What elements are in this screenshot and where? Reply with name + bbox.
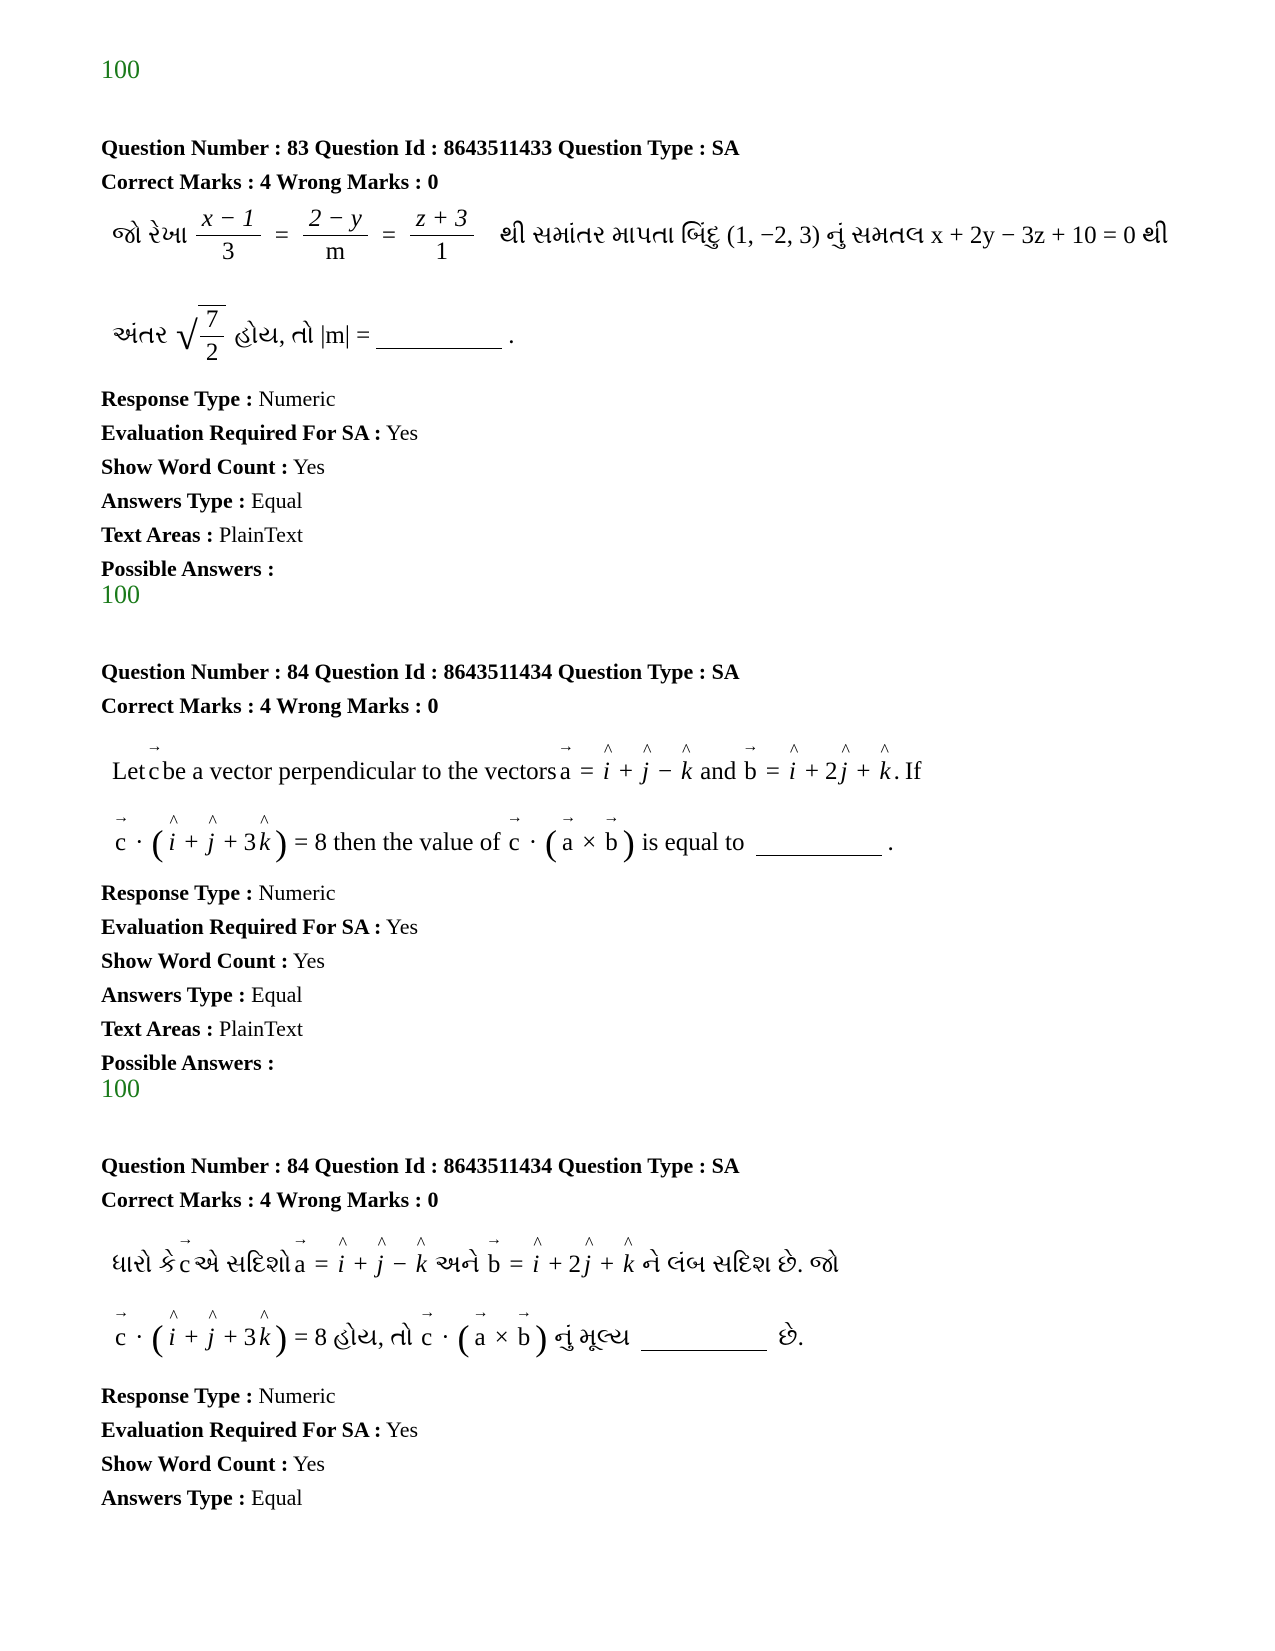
text-segment: . xyxy=(508,322,515,349)
question-header: Question Number : 83 Question Id : 8643511433 Question Type : SA xyxy=(101,135,740,160)
dot-operator: · xyxy=(441,1324,450,1351)
vector-b: → b xyxy=(744,758,757,786)
field-label: Evaluation Required For SA : xyxy=(101,420,382,445)
field-label: Show Word Count : xyxy=(101,454,289,479)
field-value: Yes xyxy=(386,1417,419,1442)
field-value: Yes xyxy=(386,420,419,445)
field-possible-answers xyxy=(101,1046,1201,1080)
text-segment: થી સમાંતર માપતા બિંદુ (1, −2, 3) નું સમતલ x + 2y − 3z + 10 = 0 થી xyxy=(499,221,1169,249)
field-response-type xyxy=(101,876,1201,910)
minus-sign: − xyxy=(392,1251,407,1278)
question-text-line-1 xyxy=(112,1251,844,1279)
dot-operator: · xyxy=(528,829,538,856)
plus-sign: + xyxy=(353,1251,368,1278)
plus-sign: + xyxy=(223,1324,238,1351)
field-response-type xyxy=(101,1379,1201,1413)
vector-c: → c xyxy=(115,1324,126,1352)
right-paren: ) xyxy=(535,1318,548,1358)
plus-sign: + xyxy=(184,829,199,856)
field-value: Numeric xyxy=(258,1383,336,1408)
vector-c: → c xyxy=(179,1251,190,1279)
question-83-fields xyxy=(101,382,1201,586)
text-segment: = 8 then the value of xyxy=(294,829,501,856)
vector-c: → c xyxy=(509,829,520,857)
text-segment: . xyxy=(887,829,894,856)
question-84-gu-text xyxy=(112,1235,1202,1385)
equals-sign: = xyxy=(274,221,289,249)
field-label: Answers Type : xyxy=(101,488,246,513)
field-label: Evaluation Required For SA : xyxy=(101,914,382,939)
coefficient: 3 xyxy=(243,829,257,856)
field-value: Yes xyxy=(292,948,325,973)
field-answers-type xyxy=(101,484,1201,518)
field-label: Show Word Count : xyxy=(101,1451,289,1476)
vector-b: → b xyxy=(605,829,618,857)
answer-blank xyxy=(376,324,502,349)
question-text-line-2 xyxy=(112,305,514,367)
question-83-header-block xyxy=(101,131,1201,199)
unit-vector-k: ^ k xyxy=(416,1251,427,1279)
unit-vector-j: ^ j xyxy=(208,829,215,857)
fraction-denominator: 2 xyxy=(205,339,219,366)
field-evaluation-required xyxy=(101,416,1201,450)
field-response-type xyxy=(101,382,1201,416)
question-84-text xyxy=(112,740,1202,890)
answer-blank xyxy=(641,1326,767,1351)
question-text-line-1: Let → c be a vector perpendicular to the vectors → a = ^ i + ^ j − ^ k and → b = ^ i + 2 ^ j + ^ k . If xyxy=(112,758,927,786)
plus-sign: + xyxy=(184,1324,199,1351)
fraction-denominator: 3 xyxy=(222,238,235,265)
field-show-word-count xyxy=(101,944,1201,978)
field-label: Evaluation Required For SA : xyxy=(101,1417,382,1442)
text-segment: Let xyxy=(112,758,146,785)
question-text-line-1 xyxy=(112,205,1168,266)
question-84-gu-fields xyxy=(101,1379,1201,1515)
field-label: Text Areas : xyxy=(101,522,214,547)
vector-c: → c xyxy=(148,758,159,786)
left-paren: ( xyxy=(457,1318,470,1358)
fraction-numerator: 2 − y xyxy=(303,205,368,236)
text-segment: ધારો કે xyxy=(112,1251,177,1278)
field-answers-type xyxy=(101,1481,1201,1515)
question-84-gu-header-block xyxy=(101,1149,1201,1217)
left-paren: ( xyxy=(151,1318,164,1358)
dot-operator: · xyxy=(135,829,144,856)
field-answers-type xyxy=(101,978,1201,1012)
vector-a: → a xyxy=(294,1251,305,1279)
equals-sign: = xyxy=(509,1251,524,1278)
field-show-word-count xyxy=(101,1447,1201,1481)
field-evaluation-required xyxy=(101,910,1201,944)
minus-sign: − xyxy=(657,758,673,785)
field-show-word-count xyxy=(101,450,1201,484)
field-value: Equal xyxy=(251,488,303,513)
fraction xyxy=(200,306,225,367)
field-label: Show Word Count : xyxy=(101,948,289,973)
coefficient: 2 xyxy=(568,1251,581,1278)
field-evaluation-required xyxy=(101,1413,1201,1447)
text-segment: છે. xyxy=(778,1324,804,1351)
question-83-text xyxy=(112,205,1202,395)
question-text-line-2 xyxy=(112,1320,809,1356)
unit-vector-k: ^ k xyxy=(880,758,891,786)
plus-sign: + xyxy=(618,758,633,785)
field-label: Possible Answers : xyxy=(101,556,275,581)
plus-sign: + xyxy=(599,1251,615,1278)
vector-b: → b xyxy=(518,1324,531,1352)
fraction-numerator: z + 3 xyxy=(410,205,474,236)
fraction xyxy=(410,205,474,266)
left-paren: ( xyxy=(151,823,164,863)
dot-operator: · xyxy=(135,1324,144,1351)
unit-vector-j: ^ j xyxy=(642,758,649,786)
cross-operator: × xyxy=(494,1324,509,1351)
unit-vector-j: ^ j xyxy=(584,1251,591,1279)
text-segment: જો રેખા xyxy=(112,221,188,249)
fraction xyxy=(196,205,261,266)
fraction-denominator: 1 xyxy=(435,238,448,265)
field-value: PlainText xyxy=(218,1016,303,1041)
question-header: Question Number : 84 Question Id : 8643511434 Question Type : SA xyxy=(101,1153,740,1178)
square-root xyxy=(176,305,226,367)
text-segment: be a vector perpendicular to the vectors xyxy=(162,758,557,785)
text-segment: અંતર xyxy=(112,322,168,349)
answer-blank xyxy=(756,831,882,856)
text-segment: અને xyxy=(434,1251,480,1278)
plus-sign: + xyxy=(804,758,819,785)
radicand xyxy=(198,305,227,367)
field-value: PlainText xyxy=(218,522,303,547)
possible-answer-value: 100 xyxy=(101,55,140,84)
right-paren: ) xyxy=(275,1318,288,1358)
unit-vector-i: ^ i xyxy=(168,1324,175,1352)
question-84-fields xyxy=(101,876,1201,1080)
question-84-header-block xyxy=(101,655,1201,723)
text-segment: = 8 હોય, તો xyxy=(294,1324,414,1351)
text-segment: નું મૂલ્ય xyxy=(554,1324,631,1351)
coefficient: 2 xyxy=(824,758,838,785)
coefficient: 3 xyxy=(243,1324,257,1351)
question-header: Question Number : 84 Question Id : 8643511434 Question Type : SA xyxy=(101,659,740,684)
field-value: Numeric xyxy=(258,880,336,905)
vector-a: → a xyxy=(560,758,571,786)
vector-c: → c xyxy=(421,1324,432,1352)
equals-sign: = xyxy=(381,221,396,249)
field-text-areas xyxy=(101,518,1201,552)
field-label: Text Areas : xyxy=(101,1016,214,1041)
possible-answer-value: 100 xyxy=(101,580,140,609)
field-label: Response Type : xyxy=(101,880,253,905)
plus-sign: + xyxy=(856,758,871,785)
unit-vector-k: ^ k xyxy=(681,758,692,786)
field-label: Answers Type : xyxy=(101,982,246,1007)
text-segment: એ સદિશો xyxy=(193,1251,292,1278)
unit-vector-j: ^ j xyxy=(840,758,847,786)
cross-operator: × xyxy=(582,829,597,856)
text-segment: If xyxy=(904,758,922,785)
plus-sign: + xyxy=(548,1251,563,1278)
equals-sign: = xyxy=(765,758,780,785)
fraction-numerator: 7 xyxy=(200,306,225,337)
fraction-denominator: m xyxy=(325,238,346,265)
question-text-line-2 xyxy=(112,825,894,861)
field-label: Possible Answers : xyxy=(101,1050,275,1075)
unit-vector-i: ^ i xyxy=(532,1251,539,1279)
field-possible-answers xyxy=(101,552,1201,586)
field-label: Response Type : xyxy=(101,1383,253,1408)
text-segment: હોય, તો |m| = xyxy=(234,322,371,349)
unit-vector-i: ^ i xyxy=(789,758,796,786)
right-paren: ) xyxy=(275,823,288,863)
equals-sign: = xyxy=(314,1251,329,1278)
unit-vector-k: ^ k xyxy=(623,1251,634,1279)
vector-b: → b xyxy=(488,1251,501,1279)
field-value: Numeric xyxy=(258,386,336,411)
text-segment: ને લંબ સદિશ છે. જો xyxy=(642,1251,840,1278)
field-value: Yes xyxy=(292,1451,325,1476)
text-segment: is equal to xyxy=(641,829,745,856)
unit-vector-i: ^ i xyxy=(168,829,175,857)
right-paren: ) xyxy=(622,823,635,863)
radical-sign: √ xyxy=(175,313,198,358)
unit-vector-k: ^ k xyxy=(259,1324,270,1352)
field-value: Equal xyxy=(251,1485,303,1510)
text-segment: and xyxy=(700,758,737,785)
vector-a: → a xyxy=(562,829,573,857)
unit-vector-i: ^ i xyxy=(338,1251,345,1279)
field-text-areas xyxy=(101,1012,1201,1046)
vector-c: → c xyxy=(115,829,126,857)
possible-answer-value: 100 xyxy=(101,1074,140,1103)
unit-vector-j: ^ j xyxy=(377,1251,384,1279)
unit-vector-j: ^ j xyxy=(208,1324,215,1352)
field-label: Answers Type : xyxy=(101,1485,246,1510)
question-marks: Correct Marks : 4 Wrong Marks : 0 xyxy=(101,1187,439,1212)
question-marks: Correct Marks : 4 Wrong Marks : 0 xyxy=(101,169,439,194)
unit-vector-i: ^ i xyxy=(603,758,610,786)
plus-sign: + xyxy=(223,829,238,856)
field-value: Yes xyxy=(386,914,419,939)
left-paren: ( xyxy=(545,823,558,863)
unit-vector-k: ^ k xyxy=(259,829,270,857)
vector-a: → a xyxy=(475,1324,486,1352)
question-marks: Correct Marks : 4 Wrong Marks : 0 xyxy=(101,693,439,718)
field-label: Response Type : xyxy=(101,386,253,411)
fraction-numerator: x − 1 xyxy=(196,205,261,236)
fraction xyxy=(303,205,368,266)
field-value: Equal xyxy=(251,982,303,1007)
equals-sign: = xyxy=(579,758,594,785)
field-value: Yes xyxy=(292,454,325,479)
